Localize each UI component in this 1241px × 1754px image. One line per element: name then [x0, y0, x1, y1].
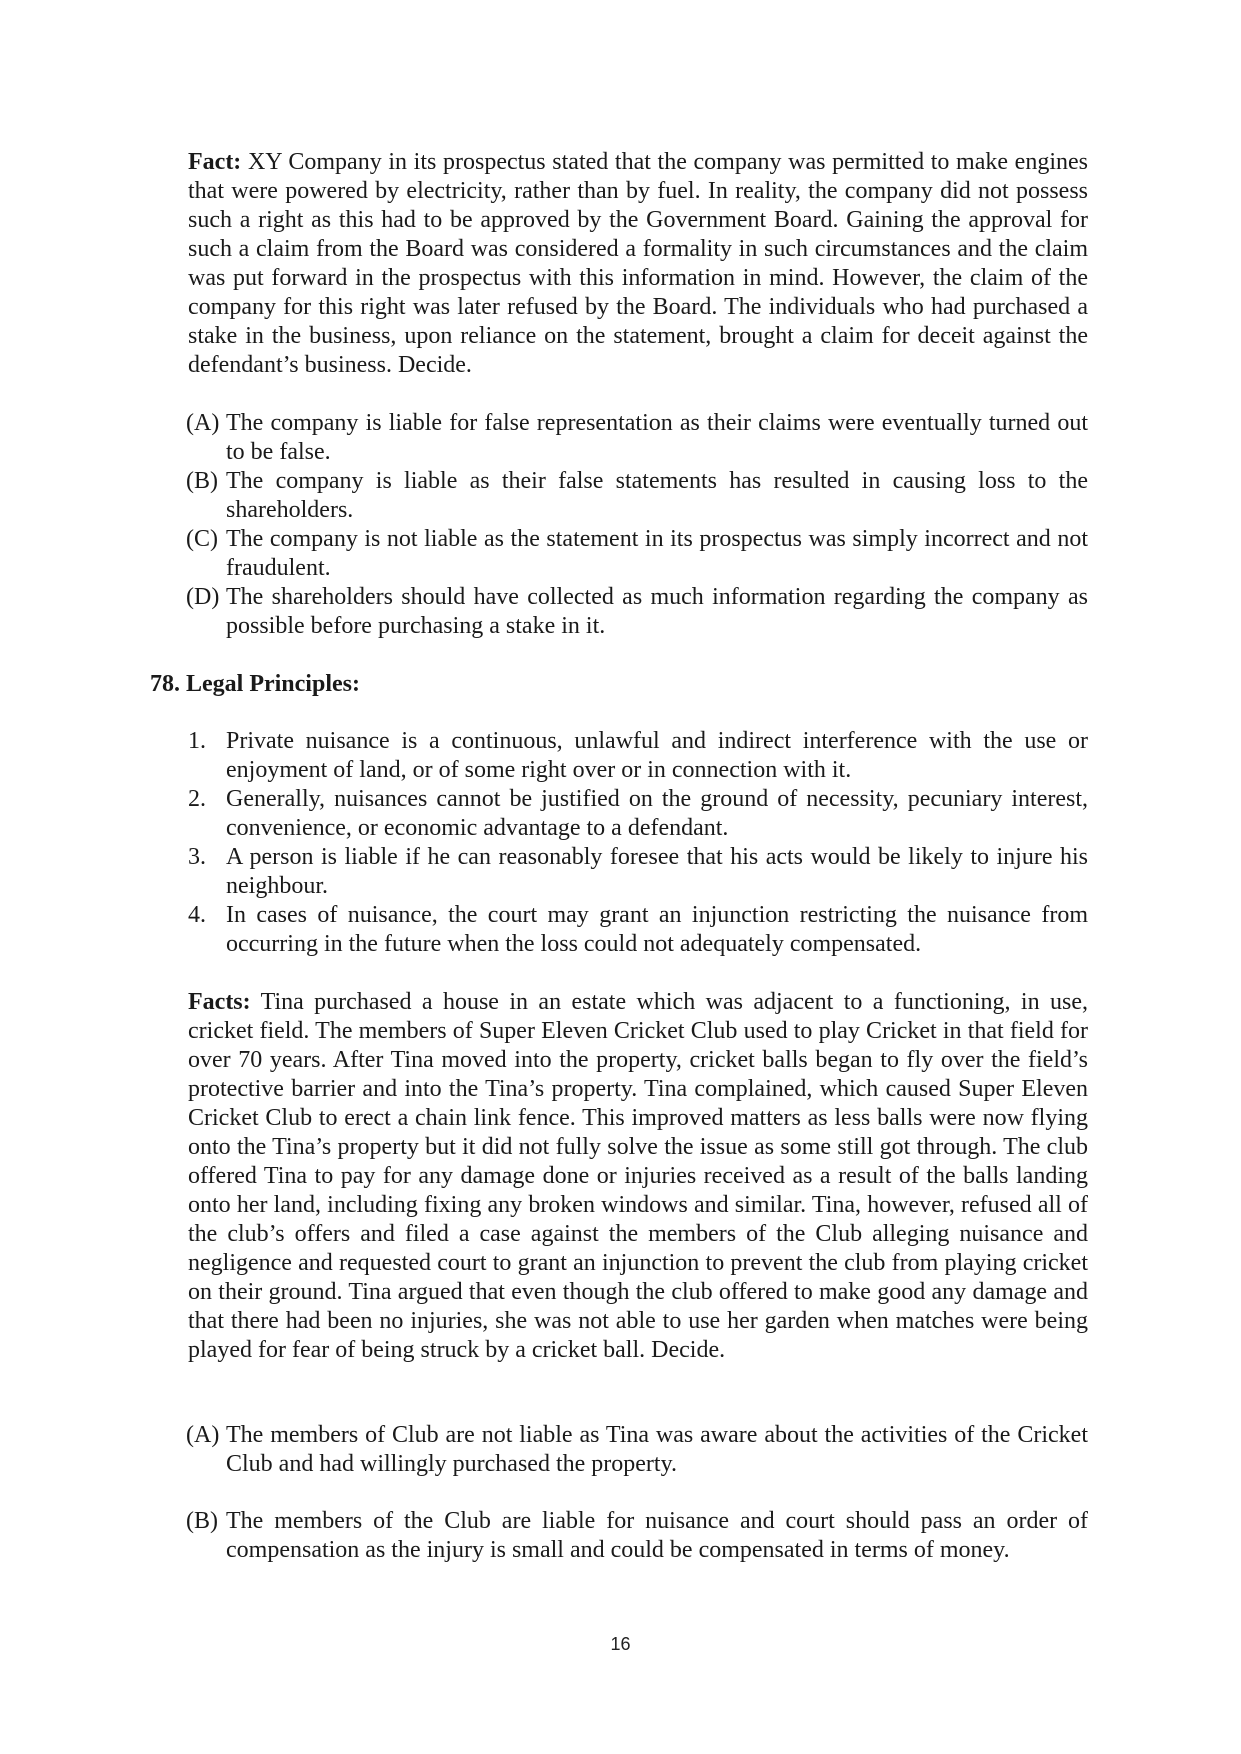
option-mark: (D): [186, 584, 220, 610]
option-text: The company is liable for false representation as their claims were eventually turned out to be false.: [226, 410, 1088, 465]
principle-text: Private nuisance is a continuous, unlawful and indirect interference with the use or enjoyment of land, or of some right over or in connection with it.: [226, 728, 1088, 783]
principle-item: [188, 901, 1088, 959]
question-78-heading: 78. Legal Principles:: [150, 671, 360, 697]
legal-principles-list: [188, 727, 1088, 959]
principle-number: 2.: [188, 786, 206, 812]
option-text: The members of the Club are liable for nuisance and court should pass an order of compensation as the injury is small and could be compensated in terms of money.: [226, 1508, 1088, 1563]
option-d: [186, 583, 1088, 641]
fact-paragraph-77: [188, 148, 1088, 380]
principle-item: [188, 727, 1088, 785]
option-c: [186, 525, 1088, 583]
option-mark: (B): [186, 1508, 218, 1534]
principle-number: 4.: [188, 902, 206, 928]
option-mark: (B): [186, 468, 218, 494]
facts-label: Facts:: [188, 989, 251, 1015]
principle-item: [188, 843, 1088, 901]
option-a: [186, 409, 1088, 467]
principle-text: In cases of nuisance, the court may grant an injunction restricting the nuisance from occurring in the future when the loss could not adequately compensated.: [226, 902, 1088, 957]
option-text: The shareholders should have collected as much information regarding the company as possible before purchasing a stake in it.: [226, 584, 1088, 639]
option-text: The company is liable as their false statements has resulted in causing loss to the shareholders.: [226, 468, 1088, 523]
fact-text: XY Company in its prospectus stated that the company was permitted to make engines that were powered by electricity, rather than by fuel. In reality, the company did not possess such a right as this had to be approved by the Government Board. Gaining the approval for such a claim from the Board was considered a formality in such circumstances and the claim was put forward in the prospectus with this information in mind. However, the claim of the company for this right was later refused by the Board. The individuals who had purchased a stake in the business, upon reliance on the statement, brought a claim for deceit against the defendant’s business. Decide.: [188, 149, 1088, 378]
principle-text: A person is liable if he can reasonably foresee that his acts would be likely to injure his neighbour.: [226, 844, 1088, 899]
facts-text: Tina purchased a house in an estate which was adjacent to a functioning, in use, cricket field. The members of Super Eleven Cricket Club used to play Cricket in that field for over 70 years. After Tina moved into the property, cricket balls began to fly over the field’s protective barrier and into the Tina’s property. Tina complained, which caused Super Eleven Cricket Club to erect a chain link fence. This improved matters as less balls were now flying onto the Tina’s property but it did not fully solve the issue as some still got through. The club offered Tina to pay for any damage done or injuries received as a result of the balls landing onto her land, including fixing any broken windows and similar. Tina, however, refused all of the club’s offers and filed a case against the members of the Club alleging nuisance and negligence and requested court to grant an injunction to prevent the club from playing cricket on their ground. Tina argued that even though the club offered to make good any damage and that there had been no injuries, she was not able to use her garden when matches were being played for fear of being struck by a cricket ball. Decide.: [188, 989, 1088, 1363]
option-mark: (C): [186, 526, 218, 552]
option-text: The company is not liable as the statement in its prospectus was simply incorrect and not fraudulent.: [226, 526, 1088, 581]
principle-text: Generally, nuisances cannot be justified on the ground of necessity, pecuniary interest, convenience, or economic advantage to a defendant.: [226, 786, 1088, 841]
principle-item: [188, 785, 1088, 843]
options-77: [186, 409, 1088, 641]
options-78: [186, 1421, 1088, 1565]
principle-number: 1.: [188, 728, 206, 754]
option-text: The members of Club are not liable as Tina was aware about the activities of the Cricket Club and had willingly purchased the property.: [226, 1422, 1088, 1477]
page-number: 16: [610, 1634, 631, 1654]
option-b: [186, 1507, 1088, 1565]
principle-number: 3.: [188, 844, 206, 870]
fact-label: Fact:: [188, 149, 242, 175]
option-mark: (A): [186, 410, 220, 436]
option-a: [186, 1421, 1088, 1479]
option-b: [186, 467, 1088, 525]
option-mark: (A): [186, 1422, 220, 1448]
facts-paragraph-78: [188, 988, 1088, 1365]
